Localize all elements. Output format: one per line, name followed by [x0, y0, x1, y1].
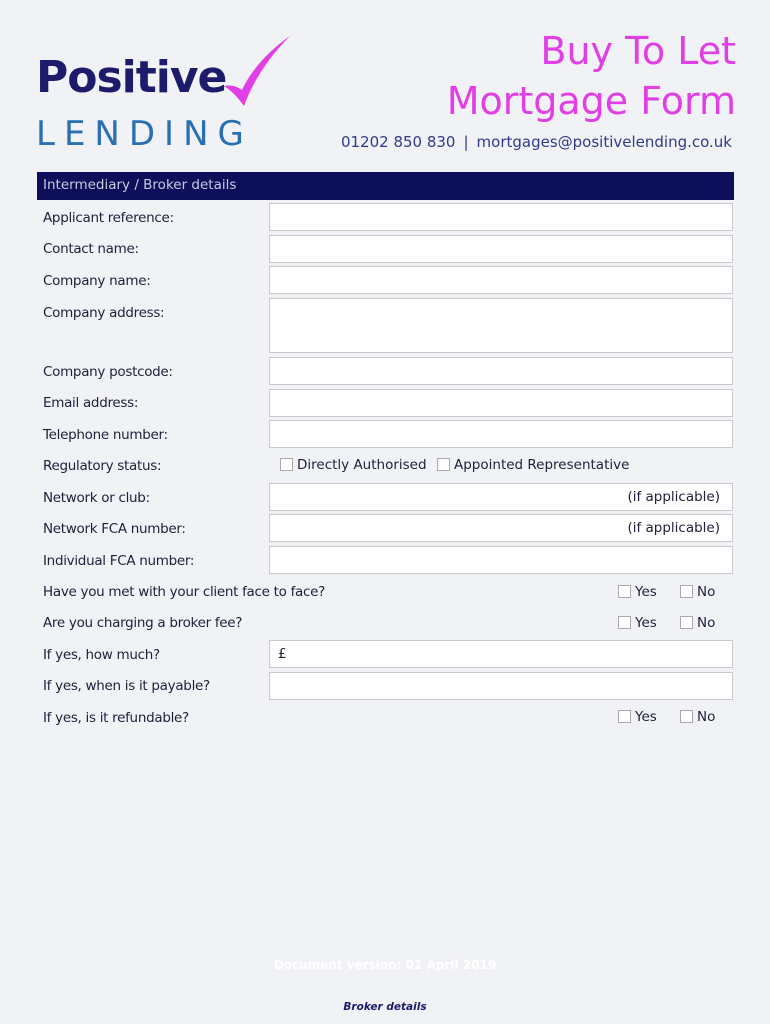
positive-lending-logo: [36, 34, 276, 154]
refundable-no-option[interactable]: [680, 709, 715, 725]
refundable-no-checkbox[interactable]: [680, 710, 693, 723]
appointed-representative-checkbox[interactable]: [437, 458, 450, 471]
how-much-label: If yes, how much?: [43, 647, 160, 663]
regulatory-status-label: Regulatory status:: [43, 458, 162, 474]
email-address-label: Email address:: [43, 395, 139, 411]
broker-fee-no-option[interactable]: [680, 615, 715, 631]
how-much-input[interactable]: [269, 640, 733, 668]
phone-number: 01202 850 830: [340, 133, 456, 151]
network-or-club-label: Network or club:: [43, 490, 150, 506]
network-fca-number-hint: (if applicable): [627, 520, 720, 536]
document-version: Document version: 01 April 2019: [273, 958, 497, 972]
broker-fee-label: Are you charging a broker fee?: [43, 615, 243, 631]
face-to-face-no-option[interactable]: [680, 584, 715, 600]
company-postcode-label: Company postcode:: [43, 364, 173, 380]
appointed-representative-label: Appointed Representative: [454, 457, 630, 473]
face-to-face-no-label: No: [697, 584, 716, 600]
company-name-input[interactable]: [269, 266, 733, 294]
contact-separator: |: [463, 133, 469, 151]
logo-positive-text: Positive: [36, 52, 227, 103]
refundable-yes-label: Yes: [635, 709, 657, 725]
form-title: [447, 26, 736, 126]
individual-fca-number-input[interactable]: [269, 546, 733, 574]
broker-fee-no-checkbox[interactable]: [680, 616, 693, 629]
company-name-label: Company name:: [43, 273, 151, 289]
broker-fee-yes-checkbox[interactable]: [618, 616, 631, 629]
face-to-face-yes-option[interactable]: [618, 584, 657, 600]
network-fca-number-input[interactable]: [269, 514, 733, 542]
form-title-line-2: Mortgage Form: [446, 79, 736, 123]
face-to-face-yes-checkbox[interactable]: [618, 585, 631, 598]
refundable-yes-checkbox[interactable]: [618, 710, 631, 723]
face-to-face-yes-label: Yes: [635, 584, 657, 600]
broker-fee-yes-label: Yes: [635, 615, 657, 631]
telephone-number-input[interactable]: [269, 420, 733, 448]
face-to-face-no-checkbox[interactable]: [680, 585, 693, 598]
broker-fee-yes-option[interactable]: [618, 615, 657, 631]
telephone-number-label: Telephone number:: [43, 427, 168, 443]
when-payable-input[interactable]: [269, 672, 733, 700]
individual-fca-number-label: Individual FCA number:: [43, 553, 195, 569]
directly-authorised-option[interactable]: [280, 457, 427, 473]
directly-authorised-checkbox[interactable]: [280, 458, 293, 471]
checkmark-icon: [186, 34, 296, 114]
applicant-reference-input[interactable]: [269, 203, 733, 231]
network-fca-number-label: Network FCA number:: [43, 521, 186, 537]
email-address-input[interactable]: [269, 389, 733, 417]
network-or-club-input[interactable]: [269, 483, 733, 511]
pound-sign: £: [278, 646, 287, 662]
company-postcode-input[interactable]: [269, 357, 733, 385]
refundable-label: If yes, is it refundable?: [43, 710, 189, 726]
email-link[interactable]: mortgages@positivelending.co.uk: [476, 133, 732, 151]
company-address-label: Company address:: [43, 305, 165, 321]
face-to-face-label: Have you met with your client face to face?: [43, 584, 326, 600]
contact-name-input[interactable]: [269, 235, 733, 263]
section-header: Intermediary / Broker details: [37, 172, 734, 200]
refundable-no-label: No: [697, 709, 716, 725]
company-address-input[interactable]: [269, 298, 733, 353]
refundable-yes-option[interactable]: [618, 709, 657, 725]
broker-fee-no-label: No: [697, 615, 716, 631]
logo-lending-text: LENDING: [36, 114, 253, 154]
directly-authorised-label: Directly Authorised: [297, 457, 427, 473]
contact-line: [341, 133, 732, 151]
when-payable-label: If yes, when is it payable?: [43, 678, 210, 694]
page-footer-label: Broker details: [343, 1001, 427, 1013]
contact-name-label: Contact name:: [43, 241, 139, 257]
form-title-line-1: Buy To Let: [540, 29, 736, 73]
applicant-reference-label: Applicant reference:: [43, 210, 174, 226]
appointed-representative-option[interactable]: [437, 457, 629, 473]
network-or-club-hint: (if applicable): [627, 489, 720, 505]
